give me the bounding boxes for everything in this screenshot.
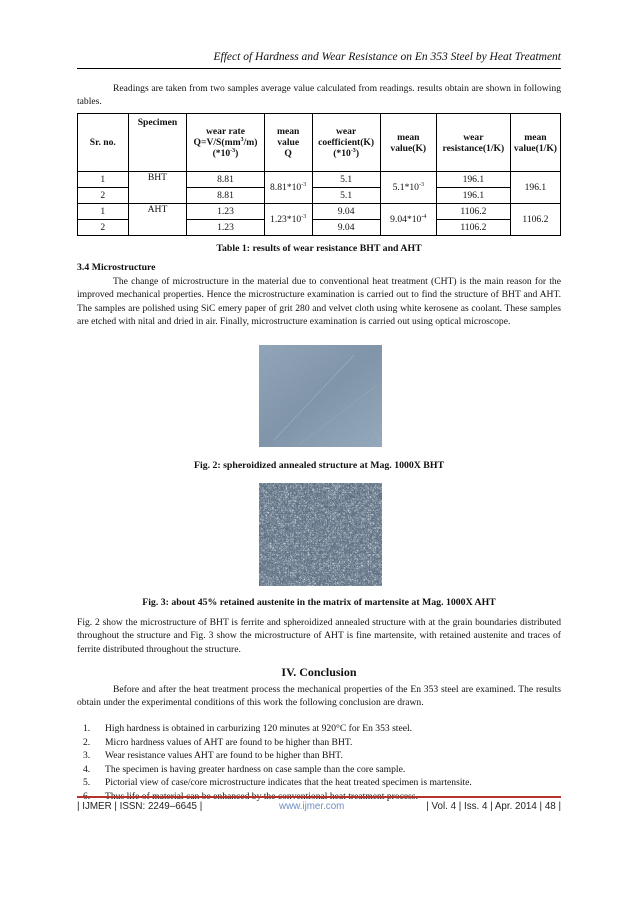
mean-k-bht: $5.1*10^{-3}$	[380, 172, 436, 204]
intro-paragraph: Readings are taken from two samples average value calculated from readings. results obtain are shown in following tables.	[77, 83, 561, 108]
col-mean-q: mean value Q	[264, 114, 312, 172]
list-item: 1. High hardness is obtained in carburizing 120 minutes at 920°C for En 353 steel.	[83, 723, 413, 734]
col-wear-coefficient: wear coefficient(K) $(*10^{-3})$	[312, 114, 380, 172]
specimen-aht: AHT	[128, 204, 187, 236]
microstructure-paragraph: The change of microstructure in the material due to conventional heat treatment (CHT) is the main reason for the improved mechanical properties. Hence the microstructure examination is carried out to find the structure of BHT and AHT. The samples are polished using SiC emery paper of grit 280 and velvet cloth using white kerosene as coolant. These samples are etched with nital and dried in air. Finally, microstructure examination is carried out using optical microscope.	[77, 276, 561, 328]
mean-r-aht: 1106.2	[510, 204, 560, 236]
mean-q-bht: $8.81*10^{-3}$	[264, 172, 312, 204]
col-wear-rate: wear rate $Q=V/S(mm^3/m)$ $(*10^{-3})$	[187, 114, 264, 172]
footer-journal: | IJMER | ISSN: 2249–6645 |	[77, 801, 203, 812]
list-item: 2. Micro hardness values of AHT are found to be higher than BHT.	[83, 736, 353, 748]
footer-volume-page: | Vol. 4 | Iss. 4 | Apr. 2014 | 48 |	[426, 801, 561, 812]
footer-website-link[interactable]: www.ijmer.com	[279, 801, 345, 812]
section-title-microstructure: 3.4 Microstructure	[77, 262, 156, 273]
mean-q-aht: $1.23*10^{-3}$	[264, 204, 312, 236]
figure-2-caption: Fig. 2: spheroidized annealed structure at Mag. 1000X BHT	[194, 460, 444, 471]
discussion-paragraph: Fig. 2 show the microstructure of BHT is ferrite and spheroidized annealed structure with at the grain boundaries distributed throughout the structure and Fig. 3 show the microstructure of AHT is fine martensite, with retained austenite and traces of ferrite distributed throughout the structure.	[77, 617, 561, 655]
running-title: Effect of Hardness and Wear Resistance on En 353 Steel by Heat Treatment	[213, 51, 561, 63]
list-item: 3. Wear resistance values AHT are found to be higher than BHT.	[83, 750, 343, 762]
table-row: 2 1.23 9.04 1106.2	[78, 220, 561, 236]
list-item: 5. Pictorial view of case/core microstructure indicates that the heat treated specimen is martensite.	[83, 777, 472, 789]
mean-r-bht: 196.1	[510, 172, 560, 204]
micrograph-bht	[259, 345, 382, 447]
table-caption: Table 1: results of wear resistance BHT and AHT	[216, 243, 422, 254]
list-item: 6. Thus life of material can be enhanced by the conventional heat treatment process.	[83, 790, 419, 802]
table-header-row	[78, 114, 561, 172]
figure-3-caption: Fig. 3: about 45% retained austenite in the matrix of martensite at Mag. 1000X AHT	[142, 597, 496, 608]
table-row: 2 8.81 5.1 196.1	[78, 188, 561, 204]
specimen-bht: BHT	[128, 172, 187, 204]
col-sr-no: Sr. no.	[78, 114, 129, 172]
header-rule	[77, 68, 561, 69]
mean-k-aht: $9.04*10^{-4}$	[380, 204, 436, 236]
conclusion-list	[77, 722, 561, 804]
conclusion-heading: IV. Conclusion	[281, 665, 357, 679]
col-specimen: Specimen	[128, 114, 187, 172]
conclusion-intro: Before and after the heat treatment process the mechanical properties of the En 353 steel are examined. The results obtain under the experimental conditions of this work the following conclusion are drawn.	[77, 684, 561, 709]
micrograph-aht	[259, 483, 382, 586]
list-item: 4. The specimen is having greater hardness on case sample than the core sample.	[83, 763, 406, 775]
footer-rule	[77, 796, 561, 798]
col-mean-k: mean value(K)	[380, 114, 436, 172]
table-row: 1 BHT 8.81 $8.81*10^{-3}$ 5.1 $5.1*10^{-3}$ 196.1 196.1	[78, 172, 561, 188]
table-row: 1 AHT 1.23 $1.23*10^{-3}$ 9.04 $9.04*10^{-4}$ 1106.2 1106.2	[78, 204, 561, 220]
wear-results-table	[77, 113, 561, 236]
col-wear-resistance: wear resistance(1/K)	[436, 114, 510, 172]
col-mean-resistance: mean value(1/K)	[510, 114, 560, 172]
